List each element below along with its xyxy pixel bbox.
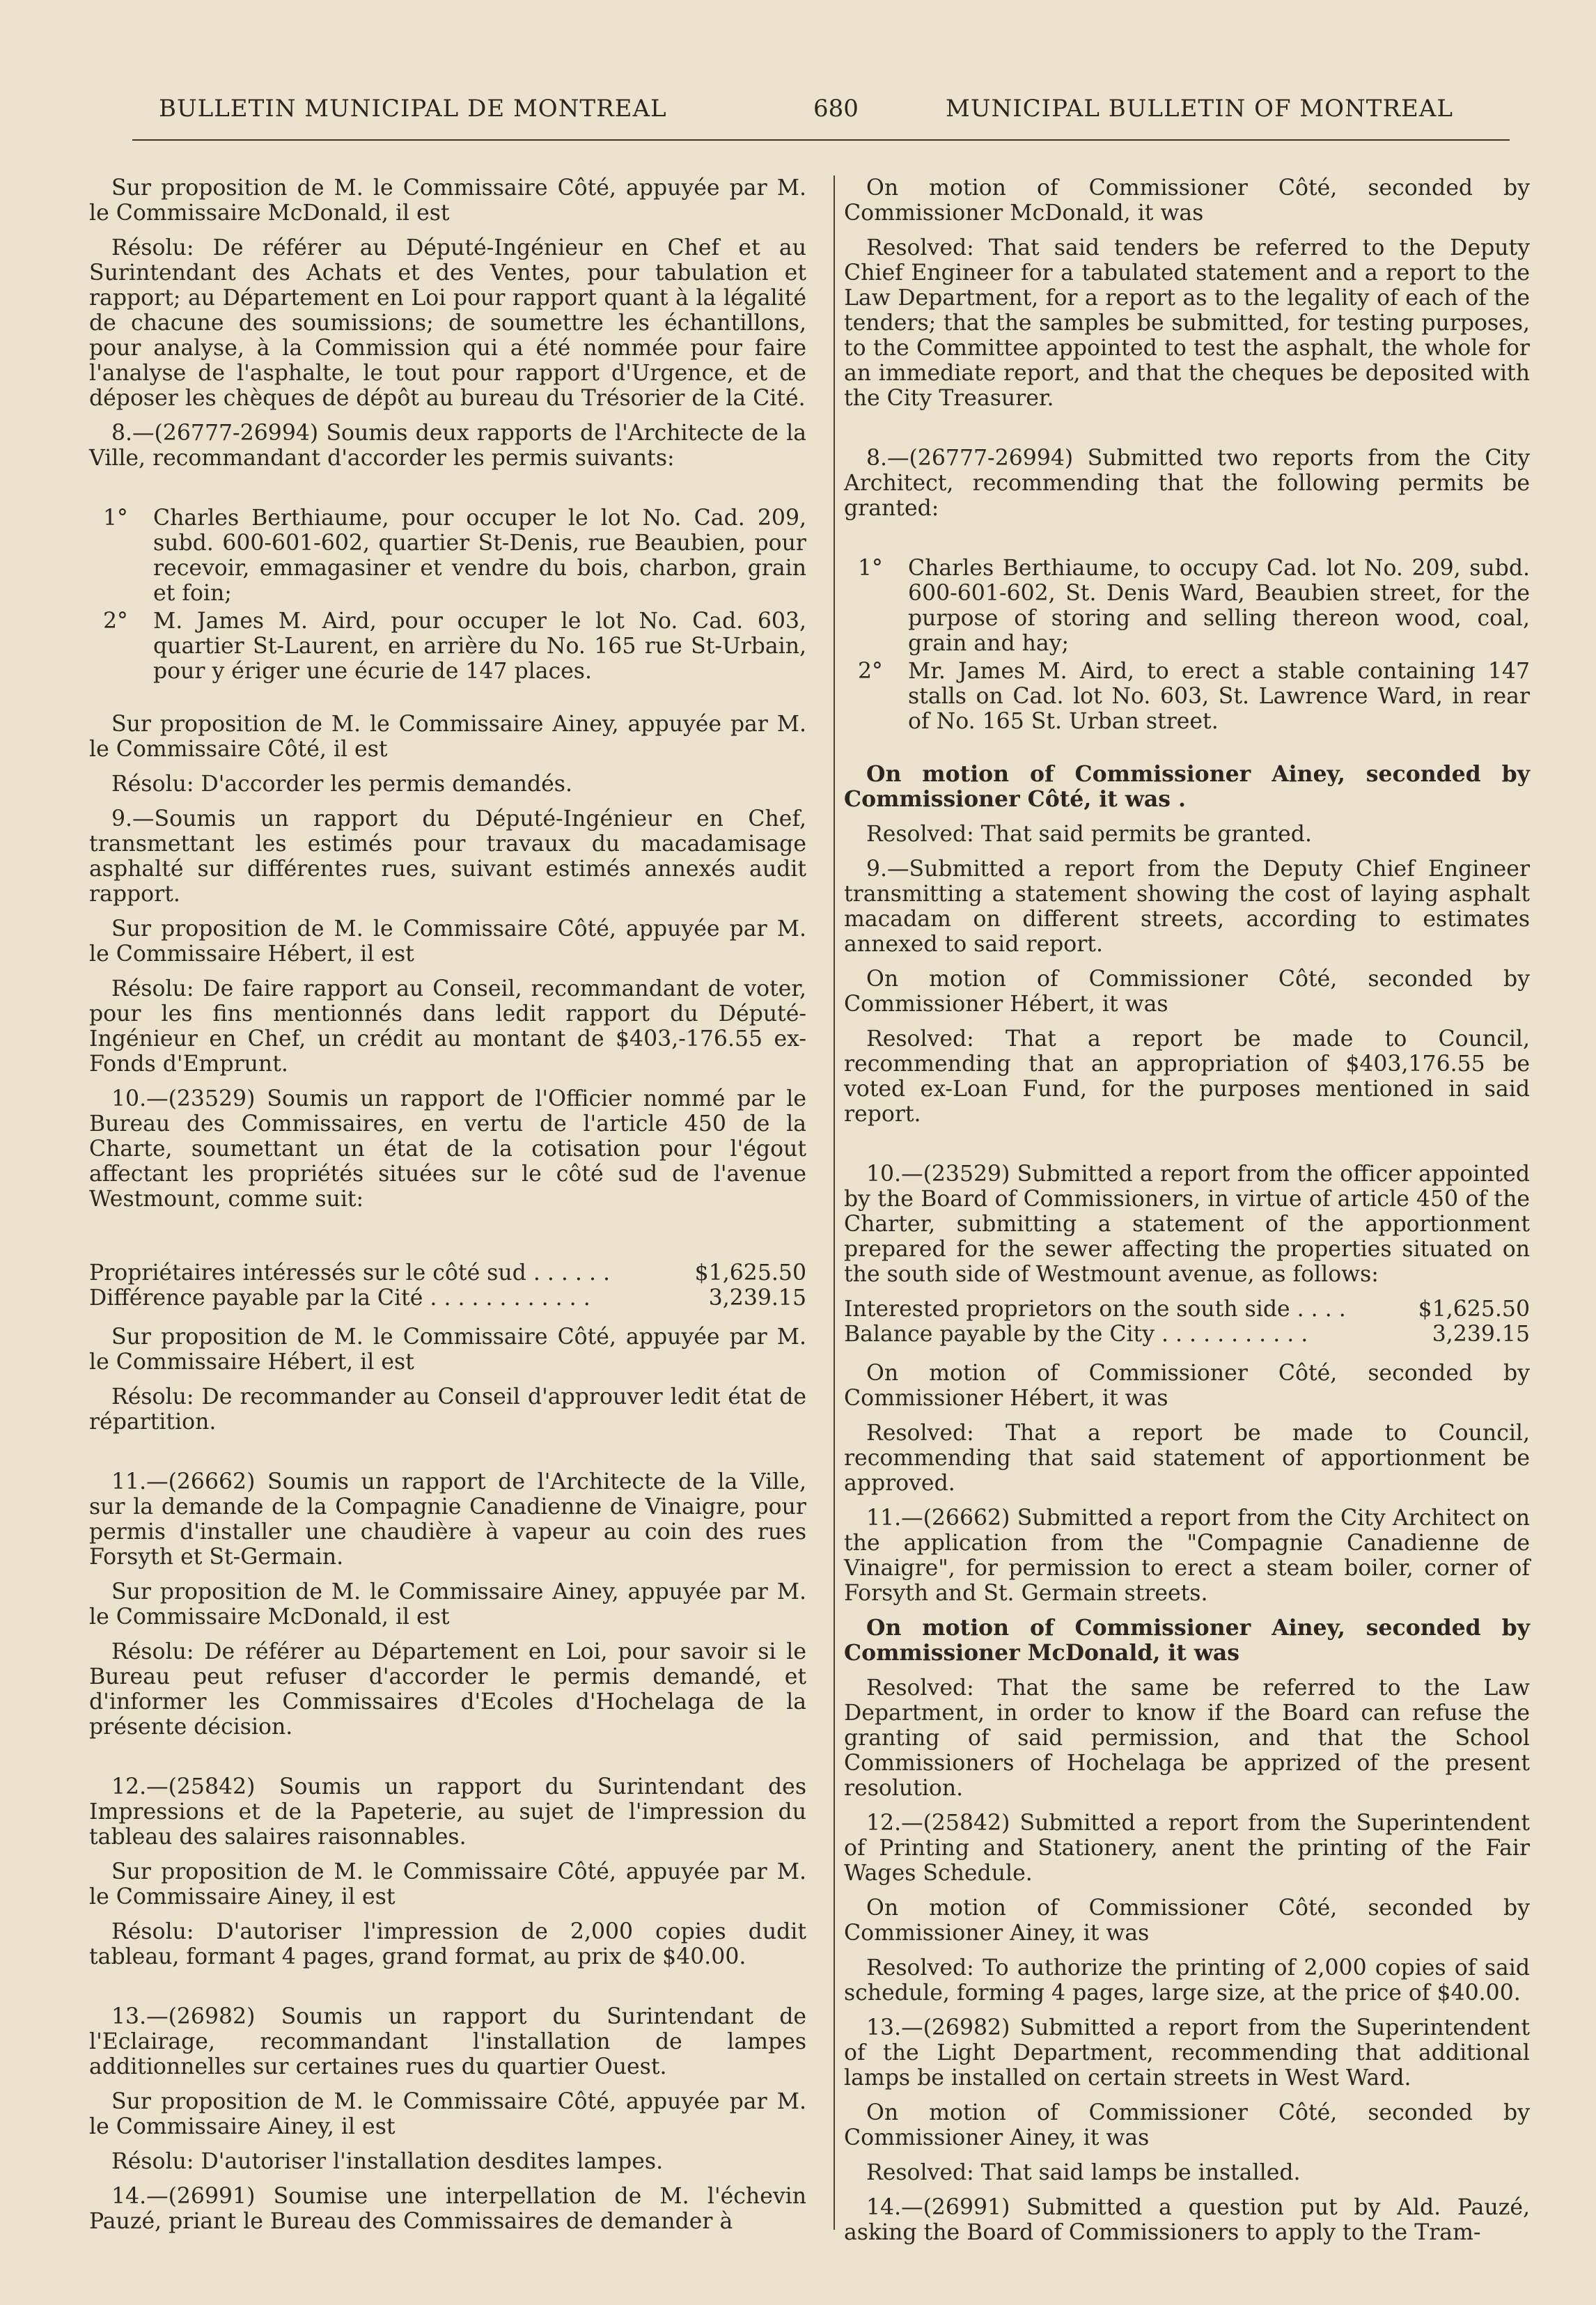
fr-resolution-4: Résolu: De recommander au Conseil d'approuver ledit état de répartition. xyxy=(89,1384,806,1435)
column-divider xyxy=(834,175,835,2230)
en-item-9: 9.—Submitted a report from the Deputy Chief Engineer transmitting a statement showing the cost of laying asphalt macadam on different streets, according to estimates annexed to said report. xyxy=(844,857,1530,957)
fr-item-14: 14.—(26991) Soumise une interpellation de M. l'échevin Pauzé, priant le Bureau des Commissaires de demander à xyxy=(89,2184,806,2234)
fr-amount-label-2: Différence payable par la Cité . . . . . . . . . . . . xyxy=(89,1286,590,1311)
fr-motion-6: Sur proposition de M. le Commissaire Côté, appuyée par M. le Commissaire Ainey, il est xyxy=(89,1859,806,1909)
fr-item-10: 10.—(23529) Soumis un rapport de l'Officier nommé par le Bureau des Commissaires, en vertu de l'article 450 de la Charte, soumettant un état de la cotisation pour l'égout affectant les propriétés situées sur le côté sud de l'avenue Westmount, comme suit: xyxy=(89,1086,806,1212)
en-motion-2: On motion of Commissioner Ainey, seconded by Commissioner Côté, it was . xyxy=(844,761,1530,812)
fr-permit-2-text: M. James M. Aird, pour occuper le lot No. Cad. 603, quartier St-Laurent, en arrière du No. 165 rue St-Urbain, pour y ériger une écurie de 147 places. xyxy=(153,609,806,684)
en-item-13: 13.—(26982) Submitted a report from the Superintendent of the Light Department, recommending that additional lamps be installed on certain streets in West Ward. xyxy=(844,2015,1530,2091)
fr-permit-1-number: 1° xyxy=(103,506,128,531)
en-item-12: 12.—(25842) Submitted a report from the Superintendent of Printing and Stationery, anent the printing of the Fair Wages Schedule. xyxy=(844,1811,1530,1886)
en-resolution-7: Resolved: That said lamps be installed. xyxy=(866,2160,1301,2185)
en-resolution-6: Resolved: To authorize the printing of 2,000 copies of said schedule, forming 4 pages, large size, at the price of $40.00. xyxy=(844,1955,1530,2006)
fr-permit-1 xyxy=(89,506,806,606)
en-item-10: 10.—(23529) Submitted a report from the officer appointed by the Board of Commissioners, in virtue of article 450 of the Charter, submitting a statement of the apportionment prepared for the sewer affecting the properties situated on the south side of Westmount avenue, as follows: xyxy=(844,1162,1530,1287)
en-motion-4: On motion of Commissioner Côté, seconded by Commissioner Hébert, it was xyxy=(844,1361,1530,1411)
en-item-11: 11.—(26662) Submitted a report from the City Architect on the application from the "Compagnie Canadienne de Vinaigre", for permission to erect a steam boiler, corner of Forsyth and St. Germain streets. xyxy=(844,1506,1530,1606)
en-amount-value-1: $1,625.50 xyxy=(1418,1297,1530,1322)
fr-motion-1: Sur proposition de M. le Commissaire Côté, appuyée par M. le Commissaire McDonald, il est xyxy=(89,175,806,226)
fr-permit-2-number: 2° xyxy=(103,609,128,634)
en-permit-2-number: 2° xyxy=(858,659,883,684)
fr-motion-5: Sur proposition de M. le Commissaire Ainey, appuyée par M. le Commissaire McDonald, il est xyxy=(89,1579,806,1630)
en-permit-2 xyxy=(844,659,1530,734)
header-rule xyxy=(132,139,1510,141)
header-title-en: MUNICIPAL BULLETIN OF MONTREAL xyxy=(946,95,1454,123)
en-amount-row-1 xyxy=(844,1297,1530,1322)
en-permit-1-number: 1° xyxy=(858,556,883,581)
en-item-14: 14.—(26991) Submitted a question put by Ald. Pauzé, asking the Board of Commissioners to apply to the Tram- xyxy=(844,2195,1530,2245)
fr-resolution-5: Résolu: De référer au Département en Loi, pour savoir si le Bureau peut refuser d'accorder le permis demandé, et d'informer les Commissaires d'Ecoles d'Hochelaga de la présente décision. xyxy=(89,1639,806,1740)
en-amount-label-2: Balance payable by the City . . . . . . . . . . . xyxy=(844,1322,1308,1347)
fr-resolution-3: Résolu: De faire rapport au Conseil, recommandant de voter, pour les fins mentionnés dans ledit rapport du Député-Ingénieur en Chef, un crédit au montant de $403,-176.55 ex-Fonds d'Emprunt. xyxy=(89,976,806,1077)
french-column xyxy=(89,175,806,2244)
en-resolution-1: Resolved: That said tenders be referred to the Deputy Chief Engineer for a tabulated statement and a report to the Law Department, for a report as to the legality of each of the tenders; that the samples be submitted, for testing purposes, to the Committee appointed to test the asphalt, the whole for an immediate report, and that the cheques be deposited with the City Treasurer. xyxy=(844,235,1530,411)
fr-amount-row-1 xyxy=(89,1260,806,1286)
en-resolution-4: Resolved: That a report be made to Council, recommending that said statement of apportionment be approved. xyxy=(844,1421,1530,1496)
fr-permit-2 xyxy=(89,609,806,684)
en-permit-1 xyxy=(844,556,1530,656)
en-motion-3: On motion of Commissioner Côté, seconded by Commissioner Hébert, it was xyxy=(844,967,1530,1017)
fr-resolution-7: Résolu: D'autoriser l'installation desdites lampes. xyxy=(111,2149,664,2174)
fr-permit-1-text: Charles Berthiaume, pour occuper le lot No. Cad. 209, subd. 600-601-602, quartier St-Denis, rue Beaubien, pour recevoir, emmagasiner et vendre du bois, charbon, grain et foin; xyxy=(153,506,806,606)
fr-item-8: 8.—(26777-26994) Soumis deux rapports de l'Architecte de la Ville, recommandant d'accorder les permis suivants: xyxy=(89,421,806,471)
fr-motion-4: Sur proposition de M. le Commissaire Côté, appuyée par M. le Commissaire Hébert, il est xyxy=(89,1325,806,1375)
en-resolution-2: Resolved: That said permits be granted. xyxy=(866,822,1312,847)
fr-item-13: 13.—(26982) Soumis un rapport du Surintendant de l'Eclairage, recommandant l'installation de lampes additionnelles sur certaines rues du quartier Ouest. xyxy=(89,2004,806,2079)
en-item-8: 8.—(26777-26994) Submitted two reports from the City Architect, recommending that the following permits be granted: xyxy=(844,446,1530,521)
en-permit-2-text: Mr. James M. Aird, to erect a stable containing 147 stalls on Cad. lot No. 603, St. Lawrence Ward, in rear of No. 165 St. Urban street. xyxy=(908,659,1530,734)
fr-resolution-1: Résolu: De référer au Député-Ingénieur en Chef et au Surintendant des Achats et des Ventes, pour tabulation et rapport; au Département en Loi pour rapport quant à la légalité de chacune des soumissions; de soumettre les échantillons, pour analyse, à la Commission qui a été nommée pour faire l'analyse de l'asphalte, le tout pour rapport d'Urgence, et de déposer les chèques de dépôt au bureau du Trésorier de la Cité. xyxy=(89,235,806,411)
header-title-fr: BULLETIN MUNICIPAL DE MONTREAL xyxy=(159,95,667,123)
fr-amount-row-2 xyxy=(89,1286,806,1311)
fr-item-9: 9.—Soumis un rapport du Député-Ingénieur en Chef, transmettant les estimés pour travaux du macadamisage asphalté sur différentes rues, suivant estimés annexés audit rapport. xyxy=(89,806,806,907)
en-amount-value-2: 3,239.15 xyxy=(1432,1322,1530,1347)
en-permit-1-text: Charles Berthiaume, to occupy Cad. lot No. 209, subd. 600-601-602, St. Denis Ward, Beaubien street, for the purpose of storing and selling thereon wood, coal, grain and hay; xyxy=(908,556,1530,656)
fr-item-12: 12.—(25842) Soumis un rapport du Surintendant des Impressions et de la Papeterie, au sujet de l'impression du tableau des salaires raisonnables. xyxy=(89,1774,806,1850)
fr-amount-value-2: 3,239.15 xyxy=(708,1286,806,1311)
fr-motion-3: Sur proposition de M. le Commissaire Côté, appuyée par M. le Commissaire Hébert, il est xyxy=(89,916,806,967)
page-number: 680 xyxy=(813,95,859,123)
en-motion-6: On motion of Commissioner Côté, seconded by Commissioner Ainey, it was xyxy=(844,1896,1530,1946)
en-amount-label-1: Interested proprietors on the south side . . . . xyxy=(844,1297,1346,1322)
en-amount-row-2 xyxy=(844,1322,1530,1347)
en-motion-7: On motion of Commissioner Côté, seconded by Commissioner Ainey, it was xyxy=(844,2100,1530,2150)
en-resolution-5: Resolved: That the same be referred to the Law Department, in order to know if the Board can refuse the granting of said permission, and that the School Commissioners of Hochelaga be apprized of the present resolution. xyxy=(844,1675,1530,1801)
fr-motion-7: Sur proposition de M. le Commissaire Côté, appuyée par M. le Commissaire Ainey, il est xyxy=(89,2089,806,2139)
en-motion-5: On motion of Commissioner Ainey, seconded by Commissioner McDonald, it was xyxy=(844,1615,1530,1666)
english-column xyxy=(844,175,1530,2255)
fr-resolution-6: Résolu: D'autoriser l'impression de 2,000 copies dudit tableau, formant 4 pages, grand format, au prix de $40.00. xyxy=(89,1919,806,1969)
fr-amount-value-1: $1,625.50 xyxy=(694,1260,806,1286)
running-header xyxy=(0,89,1596,131)
fr-item-11: 11.—(26662) Soumis un rapport de l'Architecte de la Ville, sur la demande de la Compagnie Canadienne de Vinaigre, pour permis d'installer une chaudière à vapeur au coin des rues Forsyth et St-Germain. xyxy=(89,1469,806,1570)
fr-amount-label-1: Propriétaires intéressés sur le côté sud . . . . . . xyxy=(89,1260,611,1286)
en-motion-1: On motion of Commissioner Côté, seconded by Commissioner McDonald, it was xyxy=(844,175,1530,226)
en-resolution-3: Resolved: That a report be made to Council, recommending that an appropriation of $403,176.55 be voted ex-Loan Fund, for the purposes mentioned in said report. xyxy=(844,1026,1530,1127)
fr-motion-2: Sur proposition de M. le Commissaire Ainey, appuyée par M. le Commissaire Côté, il est xyxy=(89,712,806,762)
fr-resolution-2: Résolu: D'accorder les permis demandés. xyxy=(111,772,572,797)
